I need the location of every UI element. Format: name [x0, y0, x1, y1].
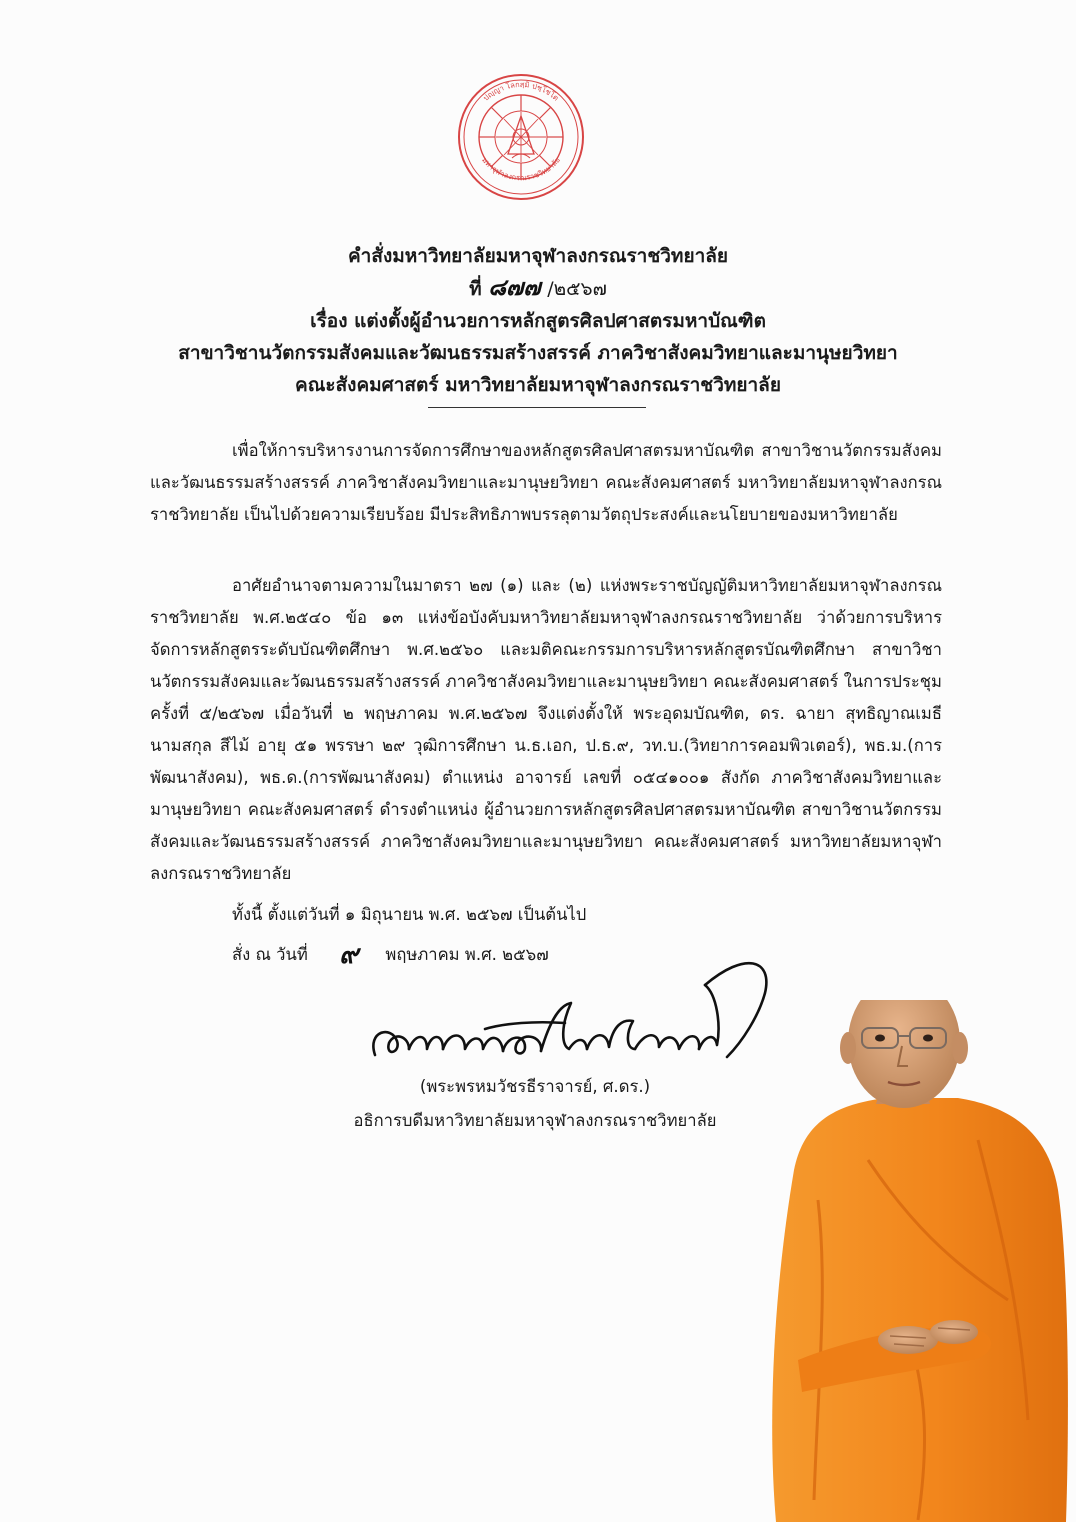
- monk-portrait-image: [758, 1000, 1076, 1522]
- signer-block: [330, 1070, 740, 1138]
- signer-position: อธิการบดีมหาวิทยาลัยมหาจุฬาลงกรณราชวิทยาลัย: [353, 1111, 717, 1130]
- seal-motto-text: ปญฺญา โลกสฺมิ ปชฺโชโต: [481, 79, 561, 103]
- order-number-suffix: /๒๕๖๗: [547, 278, 607, 300]
- given-prefix: สั่ง ณ วันที่: [232, 945, 308, 964]
- heading-divider: [428, 407, 646, 408]
- paragraph-1-text: เพื่อให้การบริหารงานการจัดการศึกษาของหลักสูตรศิลปศาสตรมหาบัณฑิต สาขาวิชานวัตกรรมสังคมและวัฒนธรรมสร้างสรรค์ ภาควิชาสังคมวิทยาและมานุษยวิทยา คณะสังคมศาสตร์ มหาวิทยาลัยมหาจุฬาลงกรณราชวิทยาลัย เป็นไปด้วยความเรียบร้อย มีประสิทธิภาพบรรลุตามวัตถุประสงค์และนโยบายของมหาวิทยาลัย: [150, 441, 942, 524]
- given-day-handwritten: ๙: [339, 940, 359, 970]
- order-subject-line3: คณะสังคมศาสตร์ มหาวิทยาลัยมหาจุฬาลงกรณราชวิทยาลัย: [295, 374, 781, 396]
- order-subject-line2: สาขาวิชานวัตกรรมสังคมและวัฒนธรรมสร้างสรรค์ ภาควิชาสังคมวิทยาและมานุษยวิทยา: [178, 342, 898, 364]
- effective-date: ทั้งนี้ ตั้งแต่วันที่ ๑ มิถุนายน พ.ศ. ๒๕๖๗ เป็นต้นไป: [232, 905, 587, 924]
- seal-university-text: มหาจุฬาลงกรณราชวิทยาลัย: [480, 155, 562, 183]
- given-suffix: พฤษภาคม พ.ศ. ๒๕๖๗: [385, 945, 549, 964]
- paragraph-2-text: อาศัยอำนาจตามความในมาตรา ๒๗ (๑) และ (๒) แห่งพระราชบัญญัติมหาวิทยาลัยมหาจุฬาลงกรณราชวิทยาลัย พ.ศ.๒๕๔๐ ข้อ ๑๓ แห่งข้อบังคับมหาวิทยาลัยมหาจุฬาลงกรณราชวิทยาลัย ว่าด้วยการบริหารจัดการหลักสูตรระดับบัณฑิตศึกษา พ.ศ.๒๕๖๐ และมติคณะกรรมการบริหารหลักสูตรบัณฑิตศึกษา สาขาวิชานวัตกรรมสังคมและวัฒนธรรมสร้างสรรค์ ภาควิชาสังคมวิทยาและมานุษยวิทยา คณะสังคมศาสตร์ ในการประชุม ครั้งที่ ๕/๒๕๖๗ เมื่อวันที่ ๒ พฤษภาคม พ.ศ.๒๕๖๗ จึงแต่งตั้งให้ พระอุดมบัณฑิต, ดร. ฉายา สุทธิญาณเมธี นามสกุล สีไม้ อายุ ๕๑ พรรษา ๒๙ วุฒิการศึกษา น.ธ.เอก, ป.ธ.๙, วท.บ.(วิทยาการคอมพิวเตอร์), พธ.ม.(การพัฒนาสังคม), พธ.ด.(การพัฒนาสังคม) ตำแหน่ง อาจารย์ เลขที่ ๐๕๔๑๐๐๑ สังกัด ภาควิชาสังคมวิทยาและมานุษยวิทยา คณะสังคมศาสตร์ ดำรงตำแหน่ง ผู้อำนวยการหลักสูตรศิลปศาสตรมหาบัณฑิต สาขาวิชานวัตกรรมสังคมและวัฒนธรรมสร้างสรรค์ ภาควิชาสังคมวิทยาและมานุษยวิทยา คณะสังคมศาสตร์ มหาวิทยาลัยมหาจุฬาลงกรณราชวิทยาลัย: [150, 576, 942, 883]
- order-subject-line1: เรื่อง แต่งตั้งผู้อำนวยการหลักสูตรศิลปศาสตรมหาบัณฑิต: [310, 310, 766, 332]
- body-paragraph-2: [150, 570, 942, 890]
- signer-name: (พระพรหมวัชรธีราจารย์, ศ.ดร.): [419, 1077, 651, 1096]
- order-heading: [120, 240, 956, 401]
- order-number-prefix: ที่: [469, 278, 482, 300]
- university-seal-logo: [456, 72, 586, 202]
- order-title: คำสั่งมหาวิทยาลัยมหาจุฬาลงกรณราชวิทยาลัย: [347, 245, 729, 267]
- order-number-line: [120, 272, 956, 305]
- handwritten-signature: [365, 945, 775, 1080]
- order-number-handwritten: ๘๗๗: [488, 274, 541, 301]
- body-paragraph-1: [150, 435, 942, 531]
